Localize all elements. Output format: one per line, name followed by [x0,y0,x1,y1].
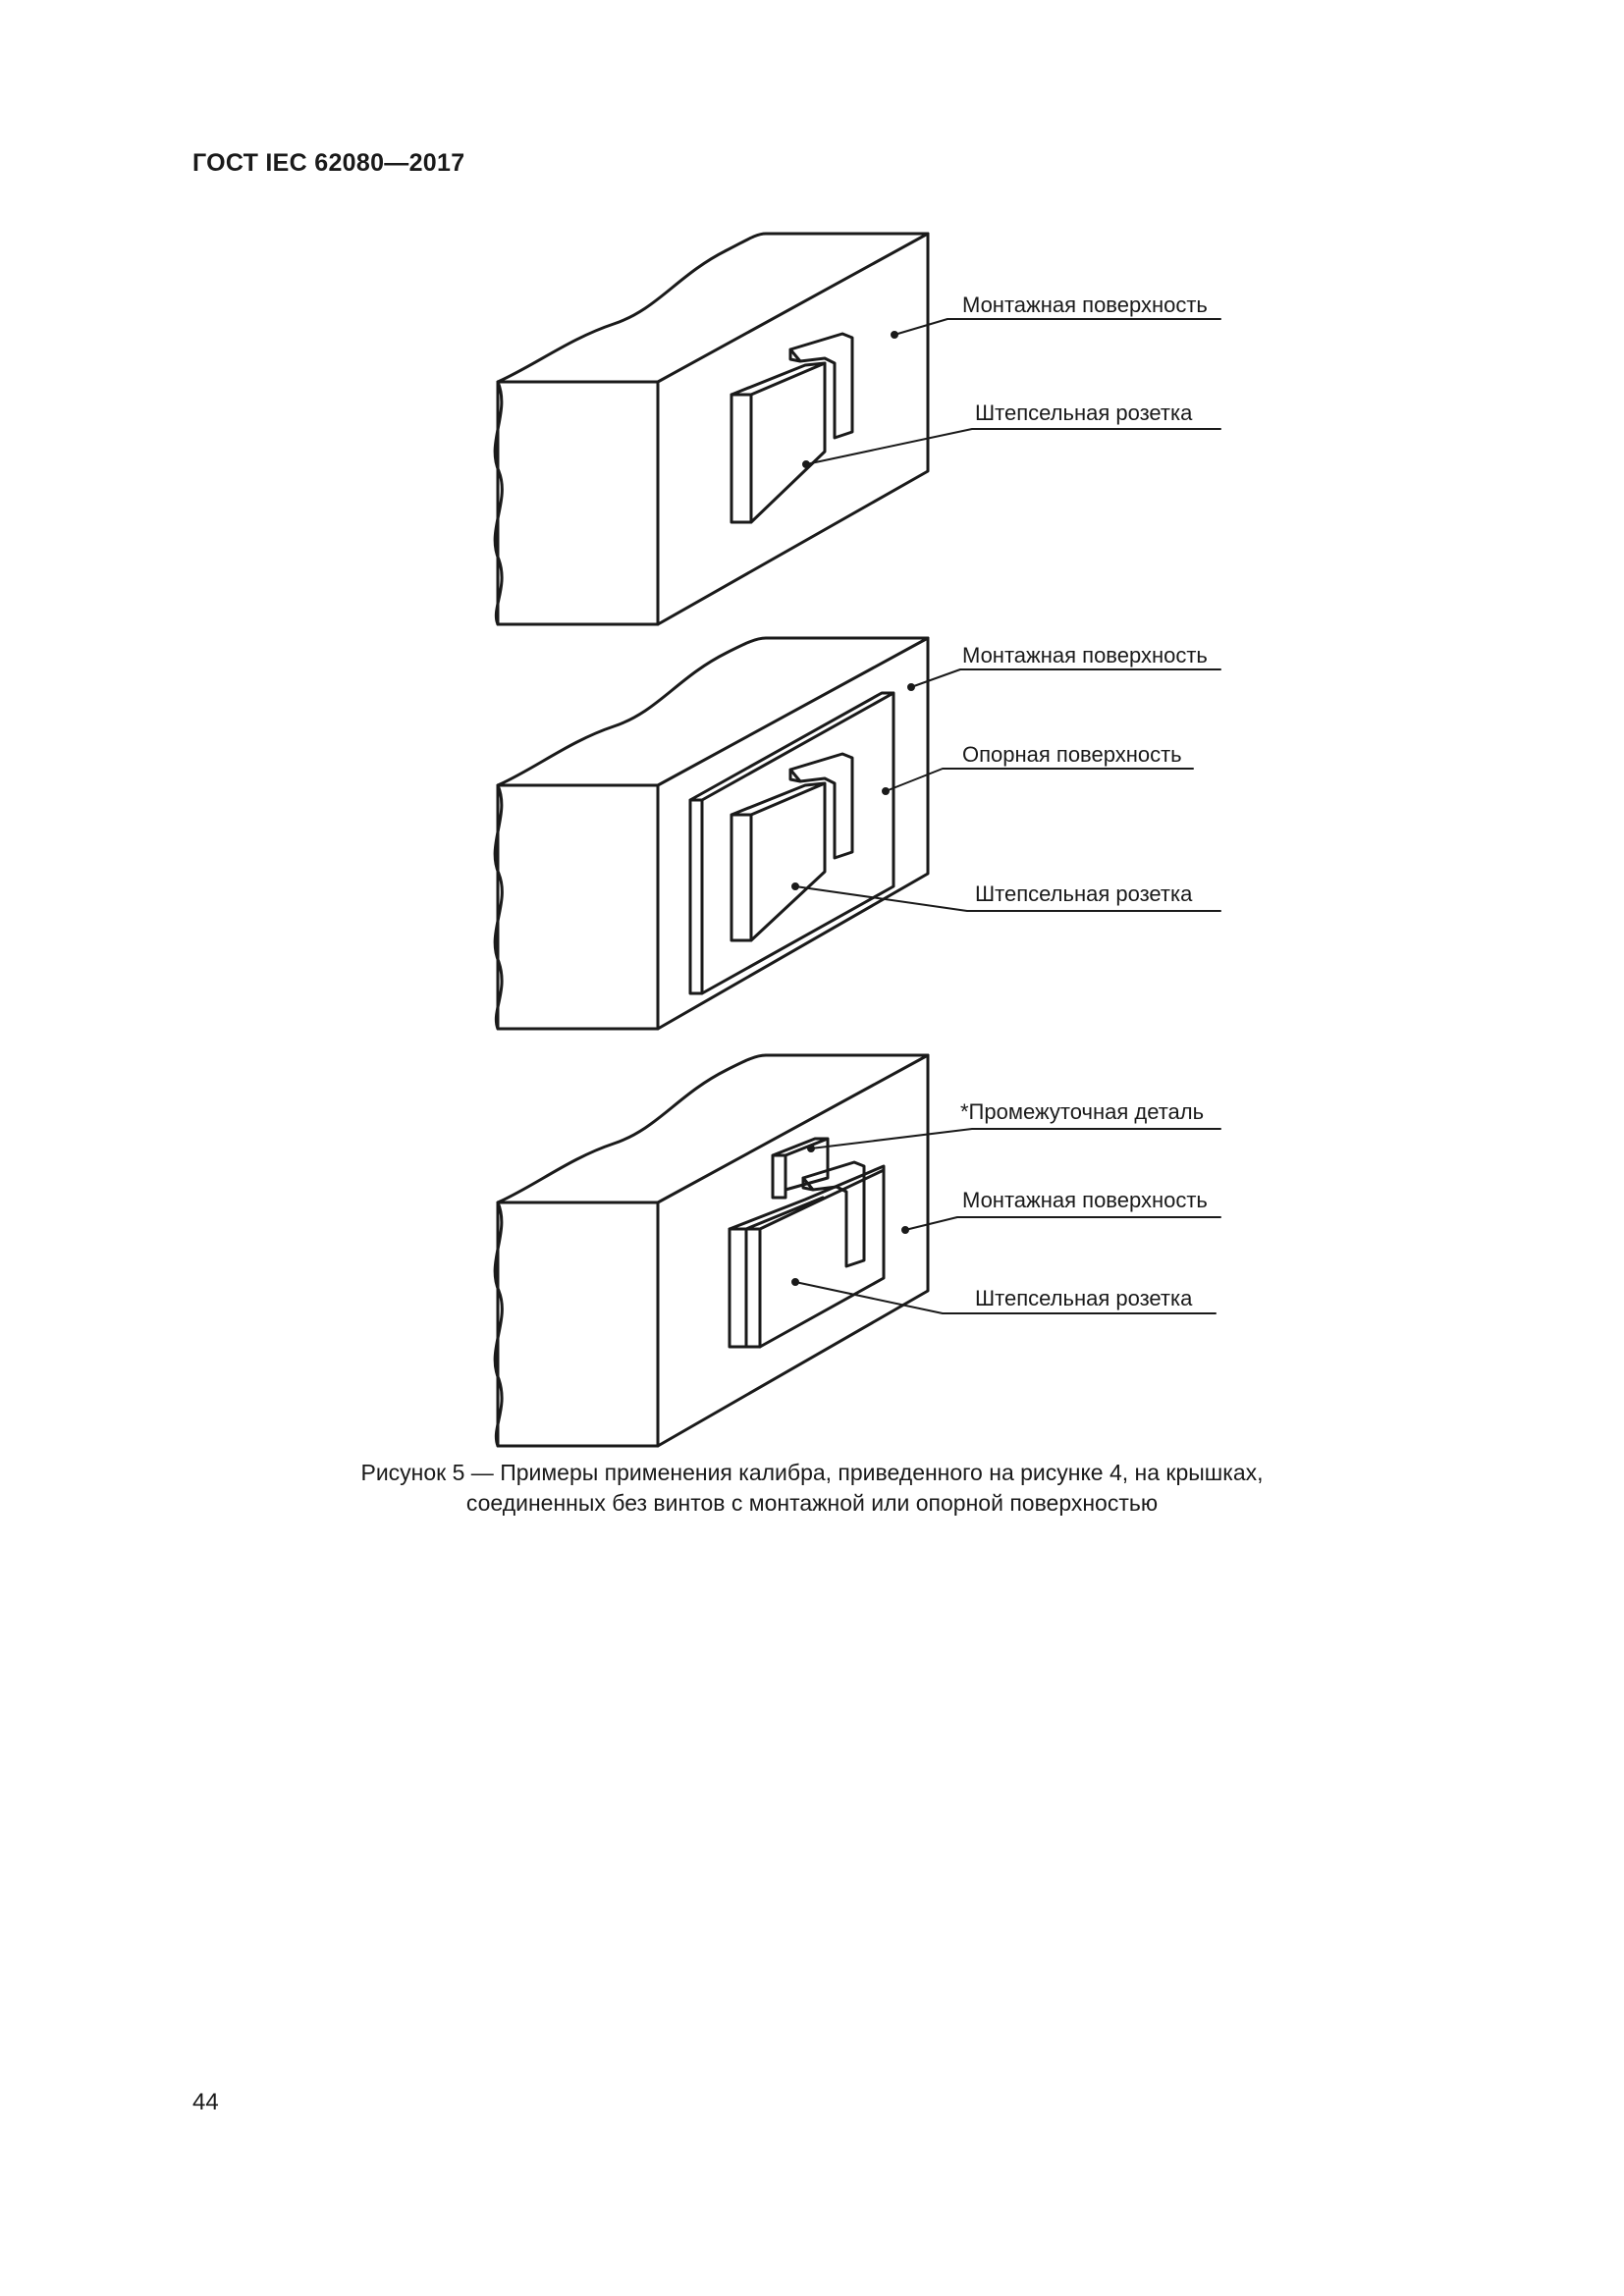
socket-plate [731,783,825,940]
leader-mounting-2 [911,669,1220,687]
label-socket: Штепсельная розетка [975,1286,1193,1310]
socket-plate [731,363,825,522]
block-front-face [498,1202,658,1446]
label-mounting-surface: Монтажная поверхность [962,1188,1208,1212]
label-mounting-surface: Монтажная поверхность [962,643,1208,667]
leader-socket-1 [806,429,1220,464]
intermediate-part-top [730,1166,884,1347]
block-top-face [498,234,928,382]
label-intermediate-part: *Промежуточная деталь [960,1099,1205,1124]
leader-intermediate-3 [811,1129,1220,1148]
label-socket: Штепсельная розетка [975,881,1193,906]
socket-latch [790,754,852,858]
leader-mounting-3 [905,1217,1220,1230]
label-socket: Штепсельная розетка [975,400,1193,425]
socket-latch [790,334,852,438]
document-header: ГОСТ IEC 62080—2017 [192,149,465,177]
block-front-face [498,785,658,1029]
panel-2-drawing [495,638,1220,1029]
intermediate-part [730,1229,760,1347]
label-mounting-surface: Монтажная поверхность [962,293,1208,317]
support-surface [690,693,893,993]
block-front-face [498,382,658,624]
page-number: 44 [192,2089,219,2115]
block-right-face [658,1055,928,1446]
leader-support-2 [886,769,1193,791]
caption-line-1: Рисунок 5 — Примеры применения калибра, приведенного на рисунке 4, на крышках, [360,1460,1264,1485]
figure-caption [196,1458,1428,1519]
leader-mounting-1 [894,319,1220,335]
label-support-surface: Опорная поверхность [962,742,1182,767]
block-right-face [658,234,928,624]
block-top-face [498,638,928,785]
caption-line-2: соединенных без винтов с монтажной или опорной поверхностью [465,1490,1159,1516]
